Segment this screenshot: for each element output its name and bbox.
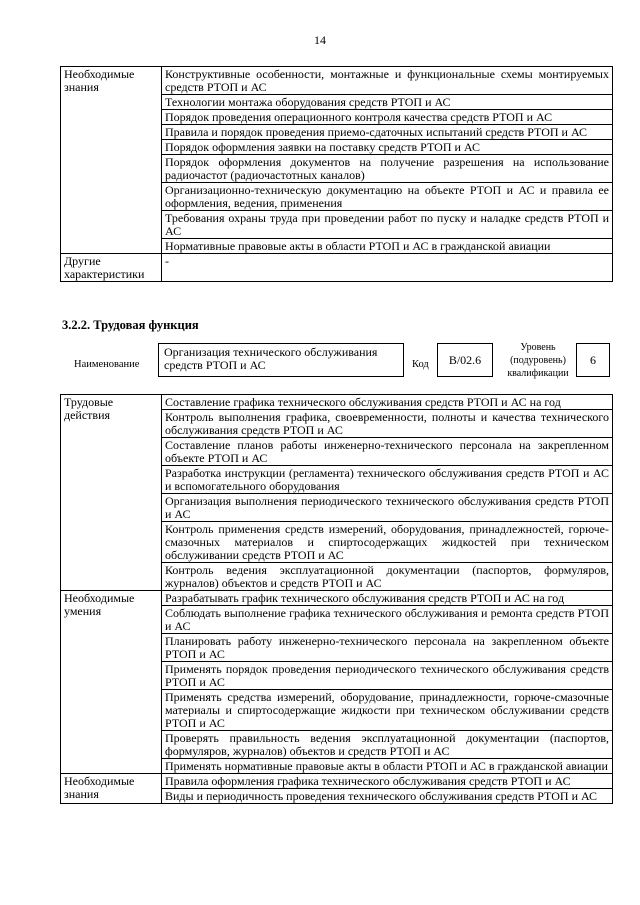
table-row: [61, 774, 613, 789]
row-item-text: Применять средства измерений, оборудование, принадлежности, горюче-смазочные материалы и спиртосодержащие жидкости при техническом обслуживании средств РТОП и АС: [162, 690, 613, 731]
qualification-level-box: 6: [576, 343, 610, 377]
row-item-text: Планировать работу инженерно-технического персонала на закрепленном объекте РТОП и АС: [162, 634, 613, 662]
name-label: Наименование: [74, 359, 140, 370]
row-item-text: Контроль ведения эксплуатационной документации (паспортов, формуляров, журналов) объектов и средств РТОП и АС: [162, 563, 613, 591]
row-item-text: Контроль применения средств измерений, оборудования, принадлежностей, горюче-смазочных материалов и спиртосодержащих жидкостей при техническом обслуживании средств РТОП и АС: [162, 522, 613, 563]
row-category-label: Другие характеристики: [61, 254, 162, 282]
table-row: [61, 395, 613, 410]
row-category-label: Необходимые умения: [61, 591, 162, 774]
row-item-text: Разрабатывать график технического обслуживания средств РТОП и АС на год: [162, 591, 613, 606]
row-item-text: Порядок оформления документов на получение разрешения на использование радиочастот (радиочастотных каналов): [162, 155, 613, 183]
row-category-label: Трудовые действия: [61, 395, 162, 591]
row-item-text: Организация выполнения периодического технического обслуживания средств РТОП и АС: [162, 494, 613, 522]
code-label: Код: [412, 359, 429, 370]
row-item-text: Контроль выполнения графика, своевременности, полноты и качества технического обслуживания средств РТОП и АС: [162, 410, 613, 438]
row-item-text: Конструктивные особенности, монтажные и функциональные схемы монтируемых средств РТОП и АС: [162, 67, 613, 95]
row-category-label: Необходимые знания: [61, 67, 162, 254]
table-row: [61, 254, 613, 282]
qualification-level-label: Уровень (подуровень) квалификации: [507, 342, 569, 379]
row-item-text: Организационно-техническую документацию на объекте РТОП и АС и правила ее оформления, ведения, применения: [162, 183, 613, 211]
table-row: [61, 67, 613, 95]
labor-function-table: [60, 394, 613, 804]
row-item-text: Порядок оформления заявки на поставку средств РТОП и АС: [162, 140, 613, 155]
row-item-text: Проверять правильность ведения эксплуатационной документации (паспортов, формуляров, журналов) объектов и средств РТОП и АС: [162, 731, 613, 759]
row-category-label: Необходимые знания: [61, 774, 162, 804]
function-code-box: B/02.6: [437, 343, 493, 377]
row-item-text: Требования охраны труда при проведении работ по пуску и наладке средств РТОП и АС: [162, 211, 613, 239]
knowledge-table: [60, 66, 613, 282]
row-item-text: Технологии монтажа оборудования средств РТОП и АС: [162, 95, 613, 110]
row-item-text: Разработка инструкции (регламента) технического обслуживания средств РТОП и АС и вспомогательного оборудования: [162, 466, 613, 494]
table-row: [61, 591, 613, 606]
row-item-text: Правила и порядок проведения приемо-сдаточных испытаний средств РТОП и АС: [162, 125, 613, 140]
labor-function-header: [0, 341, 640, 381]
row-item-text: Правила оформления графика технического обслуживания средств РТОП и АС: [162, 774, 613, 789]
page-number: 14: [314, 33, 326, 47]
row-item-text: Виды и периодичность проведения технического обслуживания средств РТОП и АС: [162, 789, 613, 804]
section-heading: 3.2.2. Трудовая функция: [62, 318, 199, 332]
row-item-text: Составление планов работы инженерно-технического персонала на закрепленном объекте РТОП и АС: [162, 438, 613, 466]
row-item-text: -: [162, 254, 613, 282]
row-item-text: Применять нормативные правовые акты в области РТОП и АС в гражданской авиации: [162, 759, 613, 774]
row-item-text: Нормативные правовые акты в области РТОП и АС в гражданской авиации: [162, 239, 613, 254]
row-item-text: Применять порядок проведения периодического технического обслуживания средств РТОП и АС: [162, 662, 613, 690]
row-item-text: Соблюдать выполнение графика технического обслуживания и ремонта средств РТОП и АС: [162, 606, 613, 634]
row-item-text: Составление графика технического обслуживания средств РТОП и АС на год: [162, 395, 613, 410]
row-item-text: Порядок проведения операционного контроля качества средств РТОП и АС: [162, 110, 613, 125]
function-name-box: Организация технического обслуживания средств РТОП и АС: [158, 343, 404, 377]
